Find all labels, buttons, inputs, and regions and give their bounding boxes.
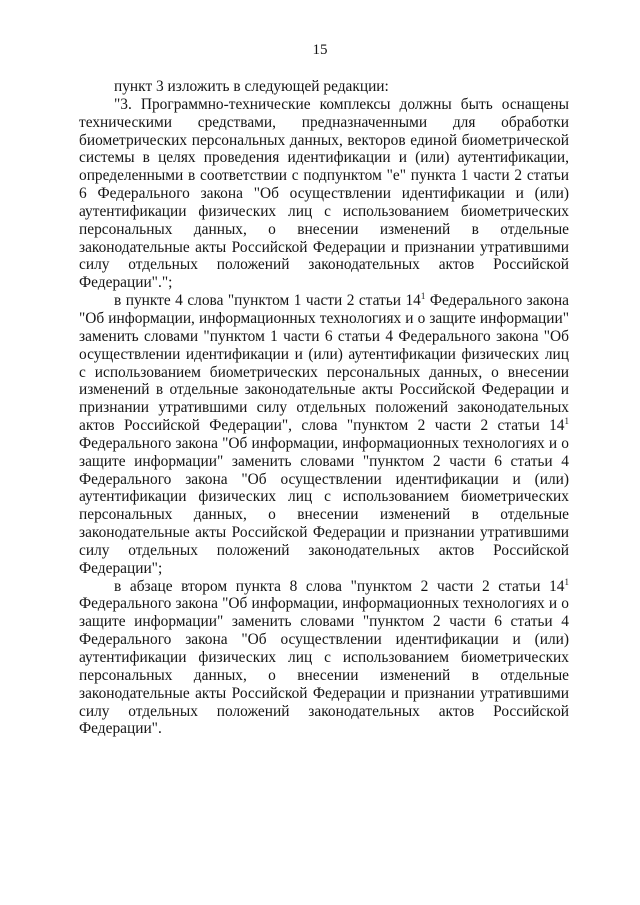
paragraph-point-8-text-1: в абзаце втором пункта 8 слова "пунктом 2 части 2 статьи 14: [114, 577, 565, 595]
paragraph-point-8-text-2: Федерального закона "Об информации, информационных технологиях и о защите информации" заменить словами "пунктом 2 части 6 статьи 4 Федерального закона "Об осуществлении идентификации и (или) аутентификации физических лиц с использованием биометрических персональных данных, о внесении изменений в отдельные законодательные акты Российской Федерации и признании утратившими силу отдельных положений законодательных актов Российской Федерации".: [79, 595, 569, 738]
document-body: [79, 78, 569, 738]
paragraph-point-4: [79, 292, 569, 578]
paragraph-point-4-text-1: в пункте 4 слова "пунктом 1 части 2 статьи 14: [114, 292, 421, 310]
paragraph-intro: пункт 3 изложить в следующей редакции:: [114, 78, 389, 95]
paragraph-point-3: "3. Программно-технические комплексы должны быть оснащены техническими средствами, предназначенными для обработки биометрических персональных данных, векторов единой биометрической системы в целях проведения идентификации и (или) аутентификации, определенными в соответствии с подпунктом "е" пункта 1 части 2 статьи 6 Федерального закона "Об осуществлении идентификации и (или) аутентификации физических лиц с использованием биометрических персональных данных, о внесении изменений в отдельные законодательные акты Российской Федерации и признании утратившими силу отдельных положений законодательных актов Российской Федерации".";: [79, 95, 569, 292]
superscript-1: 1: [564, 576, 569, 587]
superscript-1: 1: [420, 291, 426, 302]
paragraph-point-4-text-2: Федерального закона "Об информации, информационных технологиях и о защите информации" заменить словами "пунктом 1 части 6 статьи 4 Федерального закона "Об осуществлении идентификации и (или) аутентификации физических лиц с использованием биометрических персональных данных, о внесении изменений в отдельные законодательные акты Российской Федерации и признании утратившими силу отдельных положений законодательных актов Российской Федерации", слова "пунктом 2 части 2 статьи 14: [79, 292, 570, 435]
paragraph-point-8: [79, 578, 569, 739]
superscript-1: 1: [564, 416, 569, 427]
paragraph-point-4-text-3: Федерального закона "Об информации, информационных технологиях и о защите информации" заменить словами "пунктом 2 части 6 статьи 4 Федерального закона "Об осуществлении идентификации и (или) аутентификации физических лиц с использованием биометрических персональных данных, о внесении изменений в отдельные законодательные акты Российской Федерации и признании утратившими силу отдельных положений законодательных актов Российской Федерации";: [79, 434, 569, 577]
page-number: 15: [312, 42, 328, 58]
